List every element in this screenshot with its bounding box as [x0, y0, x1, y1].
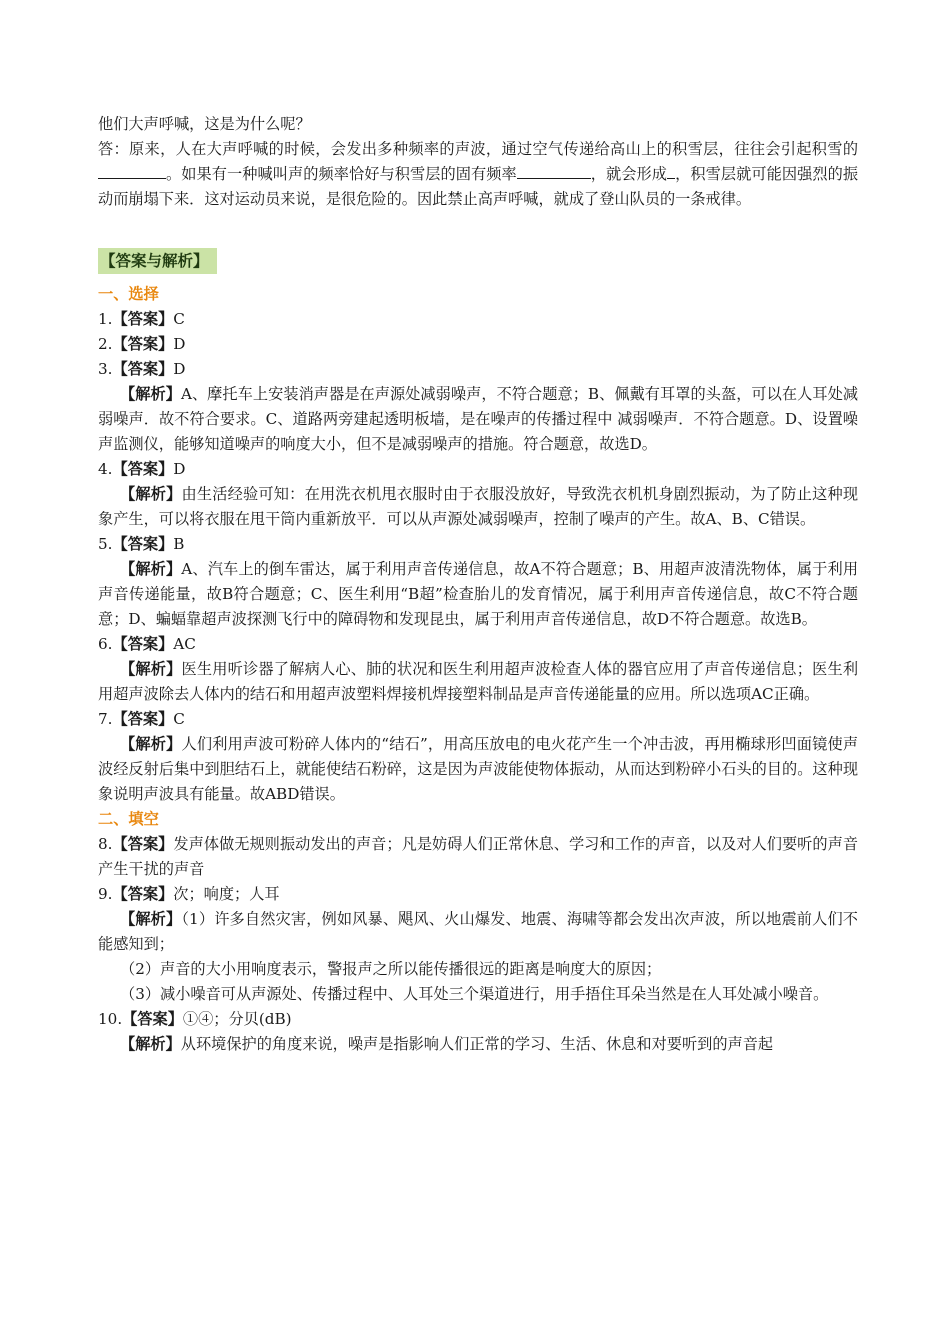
answer-line [98, 357, 858, 382]
item-number: 7. [98, 710, 113, 728]
explanation-text: （1）许多自然灾害，例如风暴、飓风、火山爆发、地震、海啸等都会发出次声波，所以地震前人们不能感知到； [98, 910, 858, 953]
explanation-text: A、摩托车上安装消声器是在声源处减弱噪声，不符合题意；B、佩戴有耳罩的头盔，可以在人耳处减弱噪声．故不符合要求。C、道路两旁建起透明板墙，是在噪声的传播过程中 减弱噪声．不符合题意。D、设置噪声监测仪，能够知道噪声的响度大小，但不是减弱噪声的措施。符合题意，故选D。 [98, 385, 859, 453]
item-number: 10. [98, 1010, 123, 1028]
explanation-subpoint: （2）声音的大小用响度表示，警报声之所以能传播很远的距离是响度大的原因； [120, 960, 662, 978]
item-number: 5. [98, 535, 113, 553]
answer-tag: 【答案】 [112, 535, 174, 553]
explain-tag: 【解析】 [120, 385, 181, 403]
answer-tag: 【答案】 [112, 885, 174, 903]
answer-value: AC [173, 635, 196, 653]
answer-value: 发声体做无规则振动发出的声音；凡是妨碍人们正常休息、学习和工作的声音，以及对人们要听的声音产生干扰的声音 [98, 835, 859, 878]
explain-tag: 【解析】 [120, 910, 182, 928]
answer-tag: 【答案】 [112, 360, 174, 378]
explanation-subpoint: （3）减小噪音可从声源处、传播过程中、人耳处三个渠道进行，用手捂住耳朵当然是在人耳处减小噪音。 [120, 985, 829, 1003]
answer-line [98, 307, 858, 332]
answer-tag: 【答案】 [112, 335, 174, 353]
explain-tag: 【解析】 [120, 485, 182, 503]
answer-line [98, 457, 858, 482]
explanation [98, 557, 858, 632]
answer-line [98, 832, 858, 882]
explain-tag: 【解析】 [120, 660, 182, 678]
answer-text-part-4: ，积雪层就可能因强烈的振动而崩塌下来．这对运动员来说，是很危险的。因此禁止高声呼喊，就成了登山队员的一条戒律。 [98, 165, 859, 208]
question-answer-paragraph [98, 137, 858, 212]
answer-value: D [173, 360, 186, 378]
explanation [98, 657, 858, 707]
item-number: 9. [98, 885, 113, 903]
answer-tag: 【答案】 [112, 310, 174, 328]
item-number: 8. [98, 835, 113, 853]
section-heading-choice: 一、选择 [98, 285, 159, 303]
blank-field-1 [98, 164, 166, 179]
explain-tag: 【解析】 [120, 1035, 181, 1053]
document-page [98, 112, 858, 1057]
answer-line [98, 882, 858, 907]
explanation [98, 382, 858, 457]
answer-value: C [173, 710, 185, 728]
item-number: 4. [98, 460, 113, 478]
answer-text-part-1: 答：原来，人在大声呼喊的时候，会发出多种频率的声波，通过空气传递给高山上的积雪层，往往会引起积雪的 [98, 140, 858, 158]
explanation-text: 医生用听诊器了解病人心、肺的状况和医生利用超声波检查人体的器官应用了声音传递信息；医生利用超声波除去人体内的结石和用超声波塑料焊接机焊接塑料制品是声音传递能量的应用。所以选项AC正确。 [98, 660, 859, 703]
explanation [98, 482, 858, 532]
answer-text-part-3: ，就会形成 [590, 165, 668, 183]
explanation-text: 由生活经验可知：在用洗衣机甩衣服时由于衣服没放好，导致洗衣机机身剧烈振动，为了防止这种现象产生，可以将衣服在甩干筒内重新放平．可以从声源处减弱噪声，控制了噪声的产生。故A、B、C错误。 [98, 485, 859, 528]
explain-tag: 【解析】 [120, 735, 182, 753]
answer-tag: 【答案】 [112, 635, 174, 653]
explanation-text: 从环境保护的角度来说，噪声是指影响人们正常的学习、生活、休息和对要听到的声音起 [180, 1035, 774, 1053]
answer-value: ①④；分贝(dB) [182, 1010, 292, 1028]
answer-line [98, 632, 858, 657]
answers-banner: 【答案与解析】 [98, 248, 217, 274]
explanation-text: 人们利用声波可粉碎人体内的“结石”，用高压放电的电火花产生一个冲击波，再用椭球形凹面镜使声波经反射后集中到胆结石上，就能使结石粉碎，这是因为声波能使物体振动，从而达到粉碎小石头的目的。这种现象说明声波具有能量。故ABD错误。 [98, 735, 859, 803]
question-tail: 他们大声呼喊，这是为什么呢？ [98, 115, 311, 133]
explanation [98, 1032, 858, 1057]
explanation [98, 732, 858, 807]
answer-line [98, 332, 858, 357]
blank-field-2 [517, 164, 591, 179]
spacer [98, 212, 858, 248]
answers-banner-row [98, 248, 858, 274]
answer-value: D [173, 335, 186, 353]
answer-tag: 【答案】 [112, 460, 174, 478]
item-number: 6. [98, 635, 113, 653]
section-heading-fill: 二、填空 [98, 810, 159, 828]
item-number: 1. [98, 310, 113, 328]
answer-tag: 【答案】 [112, 835, 174, 853]
explanation-text: A、汽车上的倒车雷达，属于利用声音传递信息，故A不符合题意；B、用超声波清洗物体，属于利用声音传递能量，故B符合题意；C、医生利用“B超”检查胎儿的发育情况，属于利用声音传递信息，故C不符合题意；D、蝙蝠靠超声波探测飞行中的障碍物和发现昆虫，属于利用声音传递信息，故D不符合题意。故选B。 [98, 560, 859, 628]
answer-text-part-2: 。如果有一种喊叫声的频率恰好与积雪层的固有频率 [166, 165, 517, 183]
answer-tag: 【答案】 [112, 710, 174, 728]
answer-tag: 【答案】 [122, 1010, 183, 1028]
item-number: 2. [98, 335, 113, 353]
answer-line [98, 707, 858, 732]
explain-tag: 【解析】 [120, 560, 182, 578]
answer-line [98, 532, 858, 557]
blank-field-3 [667, 164, 675, 179]
answer-value: B [173, 535, 185, 553]
answer-line [98, 1007, 858, 1032]
explanation [98, 907, 858, 957]
answer-value: C [173, 310, 185, 328]
answer-value: 次；响度；人耳 [173, 885, 280, 903]
item-number: 3. [98, 360, 113, 378]
answer-value: D [173, 460, 186, 478]
